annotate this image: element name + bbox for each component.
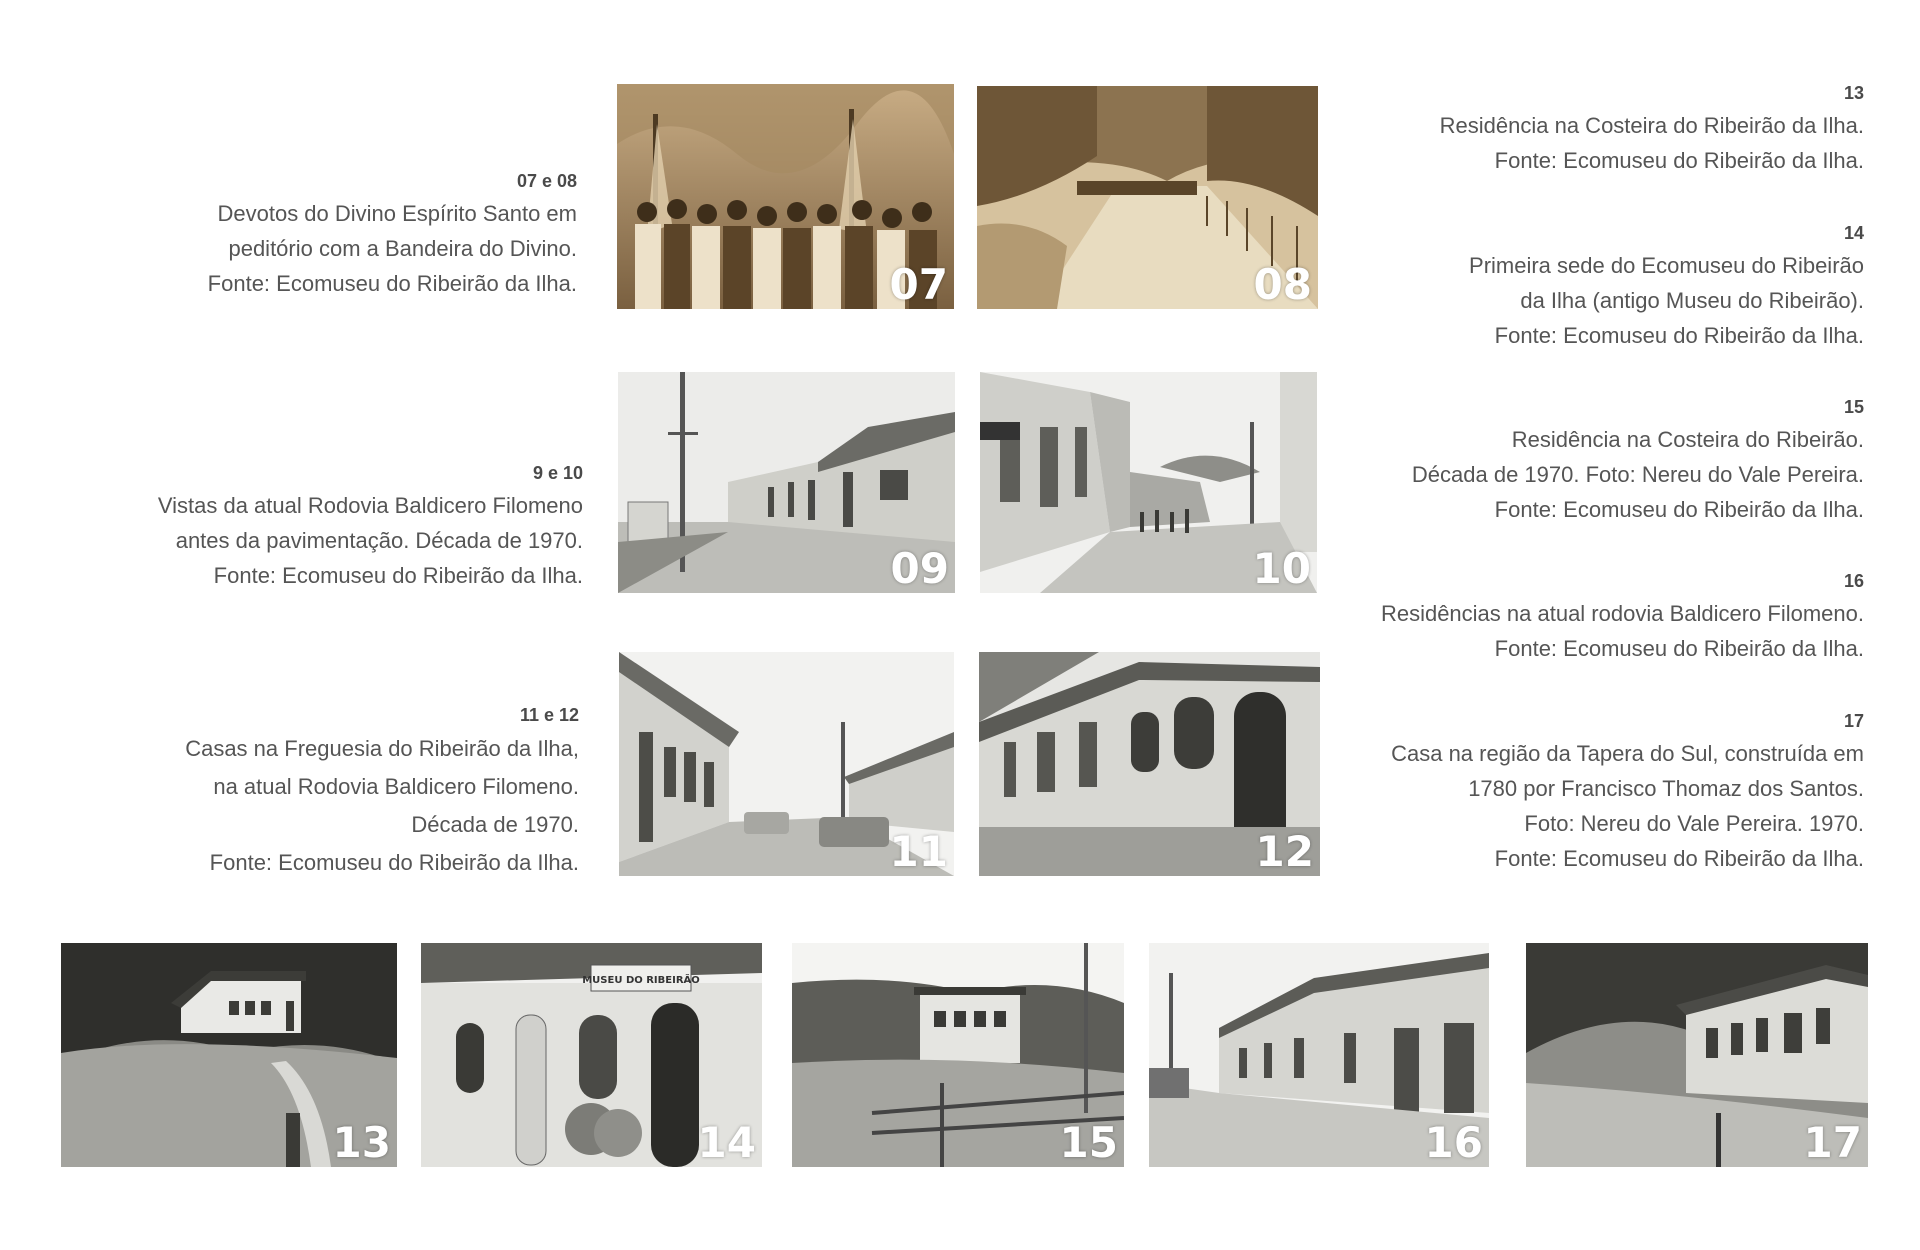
photo-09 [618, 372, 955, 593]
photo-07 [617, 84, 954, 309]
photo-number: 09 [890, 544, 949, 593]
caption-07-08 [208, 166, 577, 301]
photo-08 [977, 86, 1318, 309]
caption-number: 07 e 08 [516, 171, 577, 191]
caption-line: Residência na Costeira do Ribeirão. [1511, 427, 1864, 452]
caption-13 [1440, 78, 1864, 178]
caption-number: 9 e 10 [532, 463, 583, 483]
caption-line: Fonte: Ecomuseu do Ribeirão da Ilha. [1494, 636, 1864, 661]
caption-number: 17 [1843, 711, 1864, 731]
caption-line: Década de 1970. Foto: Nereu do Vale Pereira. [1411, 462, 1864, 487]
caption-line: Casas na Freguesia do Ribeirão da Ilha, [185, 736, 579, 761]
photo-17 [1526, 943, 1868, 1167]
caption-line: Fonte: Ecomuseu do Ribeirão da Ilha. [1494, 846, 1864, 871]
photo-11 [619, 652, 954, 876]
photo-number: 12 [1255, 827, 1314, 876]
caption-line: peditório com a Bandeira do Divino. [228, 236, 577, 261]
caption-line: Fonte: Ecomuseu do Ribeirão da Ilha. [207, 271, 577, 296]
caption-11-12 [185, 700, 579, 882]
photo-14 [421, 943, 762, 1167]
caption-line: Devotos do Divino Espírito Santo em [217, 201, 577, 226]
photo-number: 14 [697, 1118, 756, 1167]
caption-14 [1469, 218, 1864, 353]
caption-number: 14 [1843, 223, 1864, 243]
caption-line: Foto: Nereu do Vale Pereira. 1970. [1524, 811, 1864, 836]
caption-17 [1391, 706, 1864, 876]
caption-number: 13 [1843, 83, 1864, 103]
museum-sign-text: MUSEU DO RIBEIRÃO [582, 975, 700, 986]
photo-number: 11 [889, 827, 948, 876]
caption-line: da Ilha (antigo Museu do Ribeirão). [1520, 288, 1864, 313]
photo-number: 08 [1253, 260, 1312, 309]
caption-line: Fonte: Ecomuseu do Ribeirão da Ilha. [1494, 323, 1864, 348]
caption-line: Fonte: Ecomuseu do Ribeirão da Ilha. [1494, 148, 1864, 173]
caption-line: Década de 1970. [411, 812, 579, 837]
photo-15 [792, 943, 1124, 1167]
caption-line: Fonte: Ecomuseu do Ribeirão da Ilha. [213, 563, 583, 588]
caption-number: 11 e 12 [519, 705, 579, 725]
caption-line: na atual Rodovia Baldicero Filomeno. [213, 774, 579, 799]
photo-16 [1149, 943, 1489, 1167]
caption-line: Fonte: Ecomuseu do Ribeirão da Ilha. [209, 850, 579, 875]
photo-number: 15 [1059, 1118, 1118, 1167]
photo-10 [980, 372, 1317, 593]
caption-number: 16 [1843, 571, 1864, 591]
caption-15 [1412, 392, 1864, 527]
caption-09-10 [158, 458, 583, 593]
caption-line: Fonte: Ecomuseu do Ribeirão da Ilha. [1494, 497, 1864, 522]
photo-number: 07 [889, 260, 948, 309]
caption-16 [1381, 566, 1864, 666]
caption-line: 1780 por Francisco Thomaz dos Santos. [1468, 776, 1864, 801]
caption-line: antes da pavimentação. Década de 1970. [175, 528, 583, 553]
caption-line: Residência na Costeira do Ribeirão da Ilha. [1439, 113, 1864, 138]
photo-number: 13 [332, 1118, 391, 1167]
caption-line: Casa na região da Tapera do Sul, construída em [1391, 741, 1864, 766]
caption-line: Vistas da atual Rodovia Baldicero Filomeno [157, 493, 583, 518]
photo-number: 16 [1424, 1118, 1483, 1167]
caption-number: 15 [1843, 397, 1864, 417]
caption-line: Primeira sede do Ecomuseu do Ribeirão [1469, 253, 1864, 278]
photo-13 [61, 943, 397, 1167]
photo-12 [979, 652, 1320, 876]
photo-number: 17 [1803, 1118, 1862, 1167]
caption-line: Residências na atual rodovia Baldicero Filomeno. [1380, 601, 1864, 626]
photo-number: 10 [1252, 544, 1311, 593]
